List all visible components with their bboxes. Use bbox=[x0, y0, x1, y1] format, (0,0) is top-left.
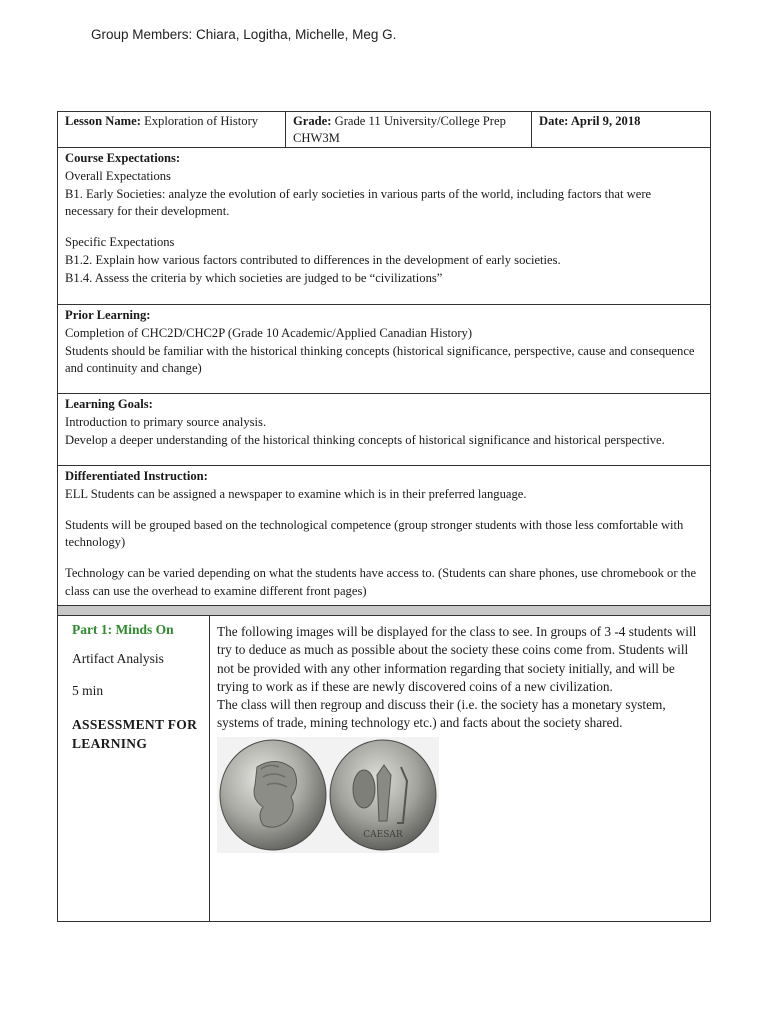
grade-value: Grade 11 University/College Prep CHW3M bbox=[293, 114, 506, 145]
differentiated-p3: Technology can be varied depending on what the students have access to. (Students can share phones, use chromebook or the class can use the overhead to examine different front pages) bbox=[65, 566, 697, 598]
shaded-divider bbox=[57, 606, 711, 616]
coins-image bbox=[217, 737, 439, 853]
part1-duration: 5 min bbox=[72, 683, 104, 698]
expectation-b1: B1. Early Societies: analyze the evolution of early societies in various parts of the world, including factors that were necessary for their development. bbox=[65, 186, 652, 219]
differentiated-p2: Students will be grouped based on the technological competence (group stronger students with those less comfortable with technology) bbox=[65, 517, 684, 550]
learning-goals-line2: Develop a deeper understanding of the historical thinking concepts of historical significance and historical perspective. bbox=[65, 432, 665, 447]
part1-assessment: ASSESSMENT FOR LEARNING bbox=[72, 717, 198, 751]
part1-title: Part 1: Minds On bbox=[72, 622, 174, 637]
differentiated-p1: ELL Students can be assigned a newspaper to examine which is in their preferred language. bbox=[65, 486, 527, 501]
learning-goals-line1: Introduction to primary source analysis. bbox=[65, 414, 267, 429]
lesson-name-label: Lesson Name: bbox=[65, 114, 141, 128]
differentiated-instruction-section bbox=[57, 466, 711, 606]
group-members: Group Members: Chiara, Logitha, Michelle, Meg G. bbox=[91, 27, 397, 42]
date-cell: Date: April 9, 2018 bbox=[539, 114, 641, 128]
part1-right-cell bbox=[210, 616, 710, 921]
part1-paragraph2: The class will then regroup and discuss their (i.e. the society has a monetary system, systems of trade, mining technology etc.) and facts about the society shared. bbox=[217, 697, 666, 731]
prior-learning-line1: Completion of CHC2D/CHC2P (Grade 10 Academic/Applied Canadian History) bbox=[65, 325, 473, 340]
part1-paragraph1: The following images will be displayed for the class to see. In groups of 3 -4 students will try to deduce as much as possible about the society these coins come from. Students will not be provided with any other information regarding that society initially, and will be trying to work as if these are newly discovered coins of a new civilization. bbox=[217, 624, 697, 694]
header-row bbox=[57, 111, 711, 148]
grade-label: Grade: bbox=[293, 114, 332, 128]
specific-expectations-heading: Specific Expectations bbox=[65, 235, 175, 250]
prior-learning-section bbox=[57, 305, 711, 394]
overall-expectations-heading: Overall Expectations bbox=[65, 168, 171, 183]
learning-goals-heading: Learning Goals: bbox=[65, 397, 153, 411]
prior-learning-line2: Students should be familiar with the historical thinking concepts (historical significance, perspective, cause and consequence and continuity and change) bbox=[65, 343, 695, 376]
prior-learning-heading: Prior Learning: bbox=[65, 308, 151, 322]
expectation-b14: B1.4. Assess the criteria by which societies are judged to be “civilizations” bbox=[65, 270, 443, 285]
differentiated-heading: Differentiated Instruction: bbox=[65, 469, 208, 483]
lesson-plan-table bbox=[57, 111, 711, 922]
part1-row bbox=[57, 616, 711, 922]
learning-goals-section bbox=[57, 394, 711, 466]
course-expectations-heading: Course Expectations: bbox=[65, 151, 181, 165]
part1-left-cell bbox=[58, 616, 210, 921]
coins-illustration bbox=[217, 737, 439, 853]
lesson-name-value: Exploration of History bbox=[140, 114, 259, 128]
course-expectations-section bbox=[57, 148, 711, 305]
coin-inscription: CAESAR bbox=[363, 829, 403, 840]
lesson-name-cell bbox=[58, 112, 286, 147]
expectation-b12: B1.2. Explain how various factors contributed to differences in the development of early societies. bbox=[65, 252, 561, 267]
grade-cell bbox=[286, 112, 532, 147]
part1-activity: Artifact Analysis bbox=[72, 651, 164, 666]
